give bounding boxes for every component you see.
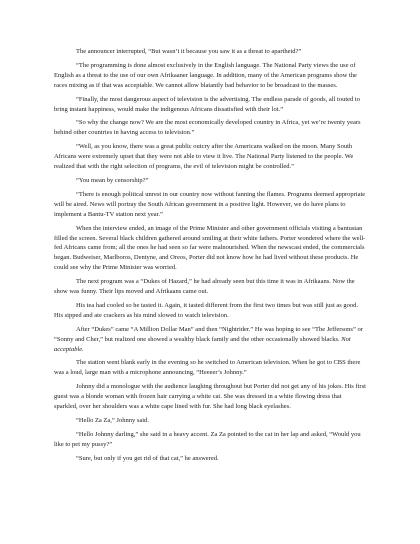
paragraph-1: The announcer interrupted, “But wasn’t it because you saw it as a threat to apartheid?” [76, 48, 302, 55]
paragraph-14: “Hello Za Za,” Johnny said. [76, 417, 149, 424]
paragraph-6: “You mean by censorship?” [76, 176, 149, 184]
paragraph-12: The station went blank early in the evening so he switched to American television. When he got to CBS there was a loud, large man with a microphone announcing, “Heeeer’s Johnny.” [54, 359, 361, 377]
paragraph-4: “So why the change now? We are the most economically developed country in Africa, yet we’re twenty years behind other countries in having access to television.” [54, 119, 361, 137]
paragraph-10: His tea had cooled so he tasted it. Again, it tasted different from the first two times but was still just as good. His sipped and ate crackers as his mind slowed to watch television. [54, 301, 359, 319]
paragraph-15: “Hello Johnny darling,” she said in a heavy accent. Za Za pointed to the cat in her lap and asked, “Would you like to pet my pussy?” [54, 430, 361, 448]
paragraph-3: “Finally, the most dangerous aspect of television is the advertising. The endless parade of goods, all touted to bring instant happiness, would make the indigenous Africans dissatisfied with their lot.” [54, 95, 360, 113]
paragraph-11-italic: Not acceptable. [54, 335, 351, 353]
paragraph-13: Johnny did a monologue with the audience laughing throughout but Porter did not get any of his jokes. His first guest was a blonde woman with frozen hair carrying a white cat. She was dressed in a white flowing dress that sparkled, over her shoulders was a white cape lined with fur. She had long black eyelashes. [54, 383, 366, 411]
paragraph-9: The next program was a “Dukes of Hazard,” he had already seen but this time it was in Afrikaans. Now the show was funny. Their lips moved and Afrikaans came out. [54, 278, 355, 296]
paragraph-11-text: After “Dukes” came “A Million Dollar Man” and then “Nightrider.” He was hoping to see “The Jeffersons” or “Sonny and Cher,” but realized one showed a wealthy black family and the other occasionally showed blacks. [54, 325, 363, 343]
paragraph-2: “The programming is done almost exclusively in the English language. The National Party views the use of English as a threat to the use of our own Afrikaaner language. In addition, many of the American programs show the races mixing as if that was acceptable. We cannot allow blatantly bad behavior to be broadcast to the masses. [54, 61, 357, 89]
paragraph-16: “Sure, but only if you get rid of that cat,” he answered. [76, 454, 219, 462]
paragraph-7: “There is enough political unrest in our country now without fanning the flames. Programs deemed appropriate will be aired. News will portray the South African government in a positive light. However, we do have plans to implement a Bantu-TV station next year.” [54, 190, 366, 218]
paragraph-8: When the interview ended, an image of the Prime Minister and other government officials visiting a bantustan filled the screen. Several black children gathered around smiling at their white fathers. Porter wondered where the well-fed Africans came from; all the ones he had seen so far were malnourished. When the newscast ended, the commercials began. Budweiser, Marlboros, Dentyne, and Oreos, Porter did not know how he had lived without these products. He could see why the Prime Minister was worried. [54, 224, 366, 272]
paragraph-5: “Well, as you know, there was a great public outcry after the Americans walked on the moon. Many South Africans were extremely upset that they were not able to view it live. The National Party listened to the people. We realized that with the right selection of programs, the evil of television might be controlled.” [54, 143, 354, 171]
paragraph-11 [54, 325, 366, 355]
